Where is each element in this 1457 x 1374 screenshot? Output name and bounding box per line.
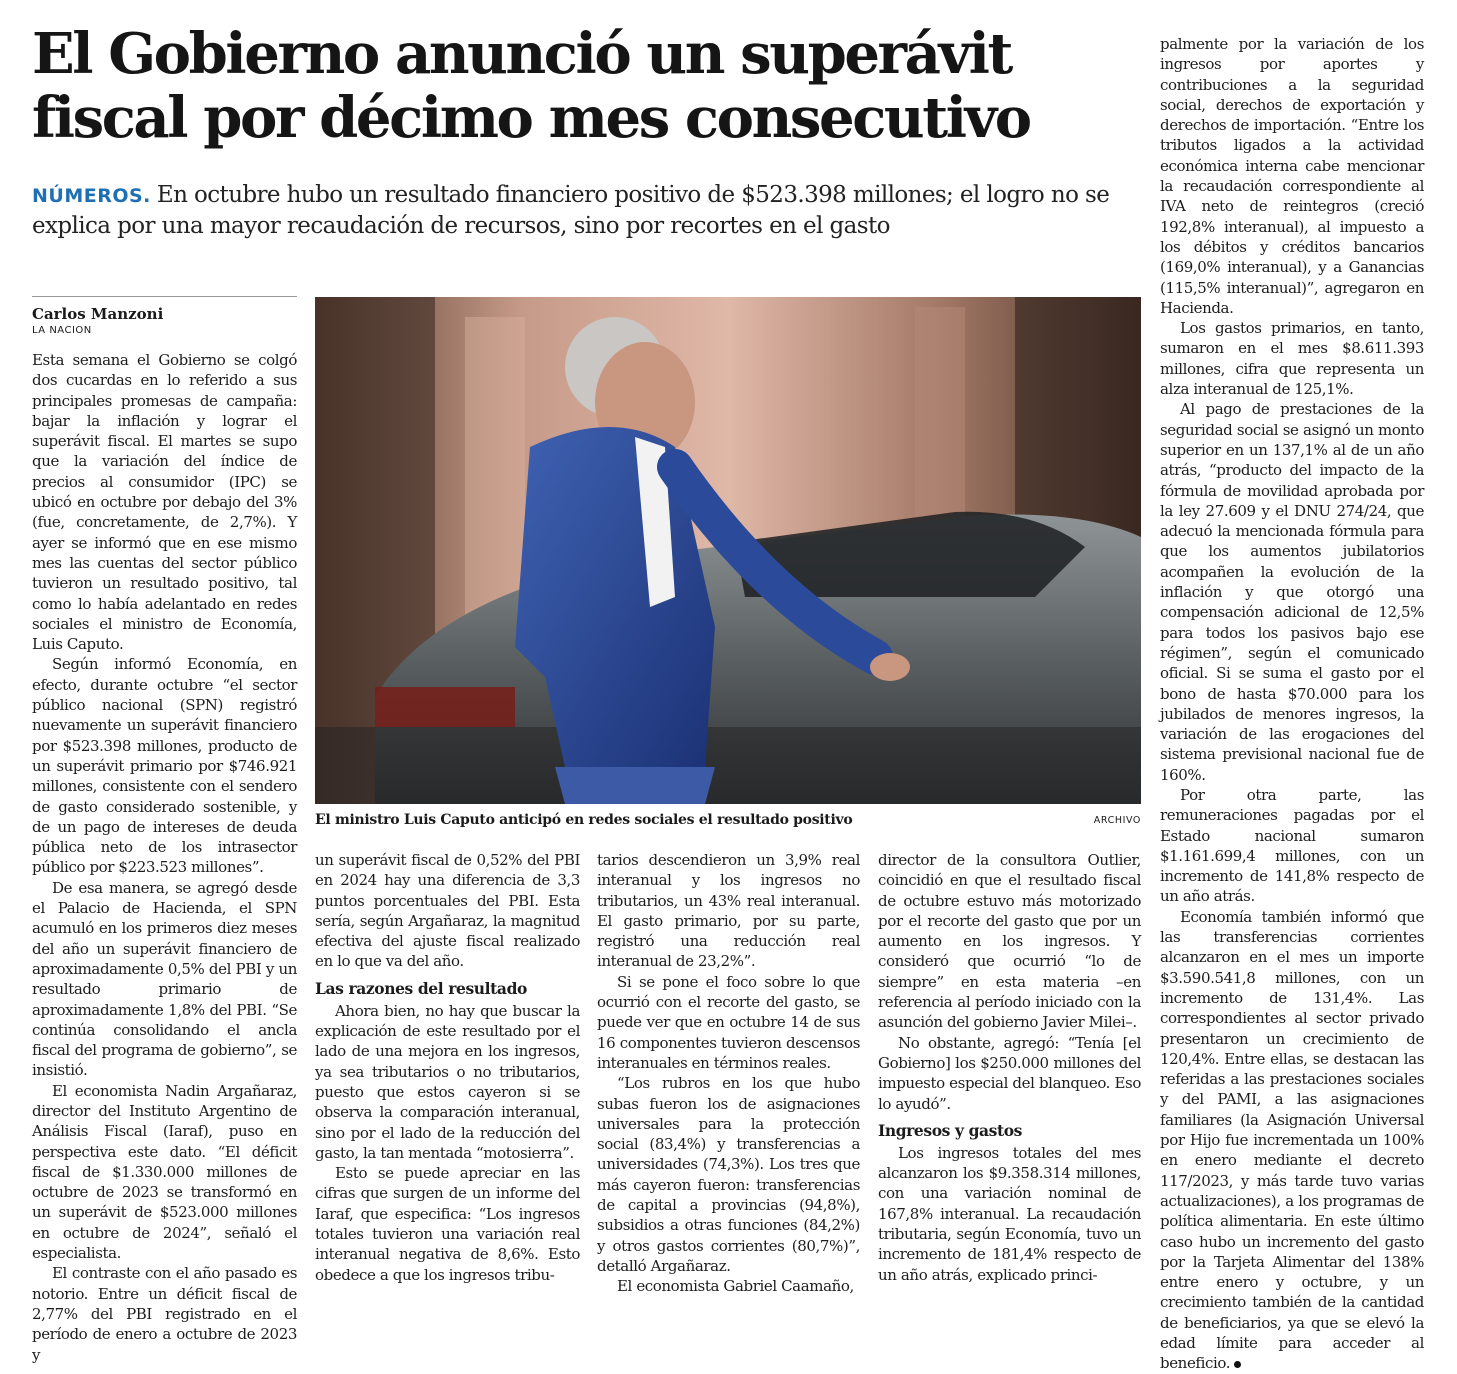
paragraph: El economista Gabriel Caamaño, — [617, 1277, 854, 1296]
paragraph: Los ingresos totales del mes alcanzaron los $9.358.314 millones, con una variación nominal de 167,8% interanual. La recaudación tributaria, según Economía, tuvo un incremento de 181,4% respecto de un año atrás, explicado princi- — [878, 1143, 1141, 1284]
paragraph: palmente por la variación de los ingresos por aportes y contribuciones a la seguridad social, derechos de exportación y derechos de importación. “Entre los tributos ligados a la actividad económica interna cabe mencionar la recaudación correspondiente al IVA neto de reintegros (creció 192,8% interanual), al impuesto a los débitos y créditos bancarios (169,0% interanual), y a Ganancias (115,5% interanual)”, agregaron en Hacienda. — [1160, 35, 1424, 317]
paragraph: Por otra parte, las remuneraciones pagadas por el Estado nacional sumaron $1.161.699,4 millones, con un incremento de 141,8% respecto de un año atrás. — [1160, 785, 1424, 906]
headline: El Gobierno anunció un superávit fiscal por décimo mes consecutivo — [32, 21, 1030, 151]
paragraph: Economía también informó que las transferencias corrientes alcanzaron en el mes un importe $3.590.541,8 millones, con un incremento de 131,4%. Las correspondientes al sector privado presentaron un crecimiento de 120,4%. Entre ellas, se destacan las referidas a las prestaciones sociales y del PAMI, a las asignaciones familiares (la Asignación Universal por Hijo fue incrementada un 100% en enero mediante el decreto 117/2023, y más tarde tuvo varias actualizaciones), a los programas de política alimentaria. En este último caso hubo un incremento del gasto por la Tarjeta Alimentar del 138% entre enero y octubre, y un crecimiento también de la cantidad de beneficiarios, ya que se elevó la edad límite para acceder al beneficio. — [1160, 907, 1424, 1373]
paragraph: un superávit fiscal de 0,52% del PBI en 2024 hay una diferencia de 3,3 puntos porcentuales del PBI. Esta sería, según Argañaraz, la magnitud efectiva del ajuste fiscal realizado en lo que va del año. — [315, 851, 580, 971]
paragraph: Ahora bien, no hay que buscar la explicación de este resultado por el lado de una mejora en los ingresos, ya sea tributarios o no tributarios, puesto que estos cayeron si se observa la comparación interanual, sino por el lado de la reducción del gasto, la tan mentada “motosierra”. — [315, 1001, 580, 1162]
paragraph: Esto se puede apreciar en las cifras que surgen de un informe del Iaraf, que especifica: “Los ingresos totales tuvieron una variación real interanual negativa de 8,6%. Esto obedece a que los ingresos tribu- — [315, 1164, 580, 1284]
paragraph: Los gastos primarios, en tanto, sumaron en el mes $8.611.393 millones, cifra que representa un alza interanual de 125,1%. — [1160, 319, 1424, 399]
column-5 — [1160, 34, 1424, 1373]
paragraph: El economista Nadin Argañaraz, director del Instituto Argentino de Análisis Fiscal (Iaraf), puso en perspectiva este dato. “El déficit fiscal de $1.330.000 millones de octubre de 2023 se transformó en un superávit de $523.000 millones en octubre de 2024”, señaló el especialista. — [32, 1081, 297, 1263]
deck-tag: NÚMEROS. — [32, 185, 151, 207]
column-4 — [878, 850, 1141, 1320]
paragraph: De esa manera, se agregó desde el Palacio de Hacienda, el SPN acumuló en los primeros diez meses del año un superávit financiero de aproximadamente 0,5% del PBI y un resultado primario de aproximadamente 1,8% del PBI. “Se continúa consolidando el ancla fiscal del programa de gobierno”, se insistió. — [32, 878, 297, 1080]
outlet-name: LA NACION — [32, 325, 92, 336]
column-3 — [597, 850, 860, 1320]
photo-caption-text: El ministro Luis Caputo anticipó en redes sociales el resultado positivo — [315, 812, 853, 828]
byline — [32, 296, 297, 338]
photo-caption — [315, 812, 1141, 836]
paragraph: director de la consultora Outlier, coincidió en que el resultado fiscal de octubre estuvo más motorizado por el recorte del gasto que por un aumento en los ingresos. Y consideró que ocurrió “lo de siempre” en esta materia –en referencia al período iniciado con la asunción del gobierno Javier Milei–. — [878, 851, 1141, 1032]
photo-image — [315, 297, 1141, 804]
paragraph: “Los rubros en los que hubo subas fueron los de asignaciones universales para la protección social (83,4%) y transferencias a universidades (74,3%). Los tres que más cayeron fueron: transferencias de capital a provincias (94,8%), subsidios a otras funciones (84,2%) y otros gastos corrientes (80,7%)”, detalló Argañaraz. — [597, 1074, 860, 1275]
paragraph: Si se pone el foco sobre lo que ocurrió con el recorte del gasto, se puede ver que en octubre 14 de sus 16 componentes tuvieron descensos interanuales en términos reales. — [597, 972, 860, 1072]
end-of-article-icon — [1234, 1361, 1241, 1368]
column-2 — [315, 850, 580, 1320]
paragraph: Al pago de prestaciones de la seguridad social se asignó un monto superior en un 137,1% al de un año atrás, “producto del impacto de la fórmula de movilidad aprobada por la ley 27.609 y el DNU 274/24, que adecuó la mencionada fórmula para que los aumentos jubilatorios acompañen la evolución de la inflación y que otorgó una compensación adicional de 12,5% para todos los pasivos bajo ese régimen”, según el comunicado oficial. Si se suma el gasto por el bono de hasta $70.000 para los jubilados de menores ingresos, la variación de las erogaciones del sistema previsional nacional fue de 160%. — [1160, 400, 1424, 784]
deck — [32, 180, 1152, 241]
author-name: Carlos Manzoni — [32, 305, 164, 323]
photo-credit: ARCHIVO — [1093, 815, 1141, 826]
paragraph: Según informó Economía, en efecto, durante octubre “el sector público nacional (SPN) registró nuevamente un superávit financiero por $523.398 millones, producto de un superávit primario por $746.921 millones, consistente con el sendero de gasto considerado sostenible, y de un pago de intereses de deuda pública neto de los intrasector público por $223.523 millones”. — [32, 655, 297, 877]
paragraph: Esta semana el Gobierno se colgó dos cucardas en lo referido a sus principales promesas de campaña: bajar la inflación y lograr el superávit fiscal. El martes se supo que la variación del índice de precios al consumidor (IPC) se ubicó en octubre por debajo del 3% (fue, concretamente, de 2,7%). Y ayer se informó que en ese mismo mes las cuentas del sector público tuvieron un resultado positivo, tal como lo había adelantado en redes sociales el ministro de Economía, Luis Caputo. — [32, 351, 297, 654]
paragraph: tarios descendieron un 3,9% real interanual y los ingresos no tributarios, un 43% real interanual. El gasto primario, por su parte, registró una reducción real interanual de 23,2%”. — [597, 851, 860, 971]
paragraph: El contraste con el año pasado es notorio. Entre un déficit fiscal de 2,77% del PBI registrado en el período de enero a octubre de 2023 y — [32, 1264, 297, 1364]
deck-text: En octubre hubo un resultado financiero positivo de $523.398 millones; el logro no se explica por una mayor recaudación de recursos, sino por recortes en el gasto — [32, 182, 1110, 239]
article-photo — [315, 297, 1141, 804]
column-1 — [32, 350, 297, 1364]
subheading: Ingresos y gastos — [878, 1120, 1023, 1140]
subheading: Las razones del resultado — [315, 978, 527, 998]
paragraph: No obstante, agregó: “Tenía [el Gobierno] los $250.000 millones del impuesto especial del blanqueo. Eso lo ayudó”. — [878, 1033, 1141, 1113]
